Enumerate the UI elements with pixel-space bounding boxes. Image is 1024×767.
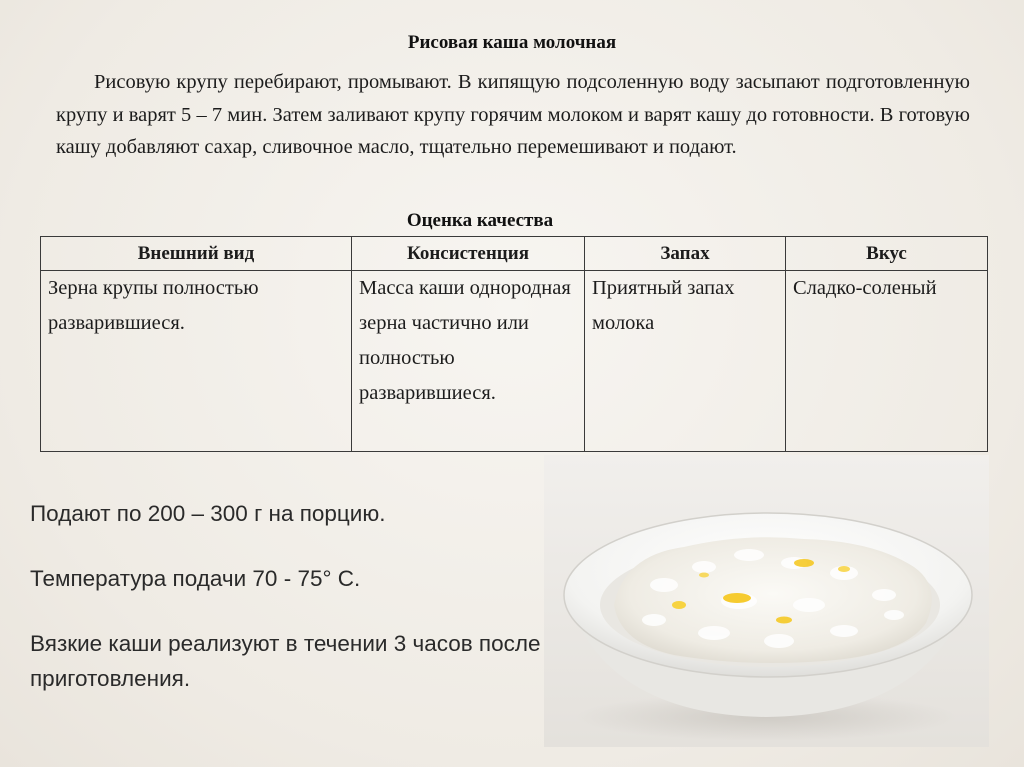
quality-table (40, 236, 988, 452)
header-smell: Запах (585, 237, 786, 271)
note-shelf-life: Вязкие каши реализуют в течении 3 часов после приготовления. (30, 631, 541, 691)
cell-smell: Приятный запах молока (585, 271, 786, 452)
cell-appearance: Зерна крупы полностью разварившиеся. (41, 271, 352, 452)
table-header-row (41, 237, 988, 271)
serving-notes (30, 496, 550, 696)
header-taste: Вкус (786, 237, 988, 271)
recipe-description: Рисовую крупу перебирают, промывают. В кипящую подсоленную воду засыпают подготовленную крупу и варят 5 – 7 мин. Затем заливают крупу горячим молоком и варят кашу до готовности. В готовую кашу добавляют сахар, сливочное масло, тщательно перемешивают и подают. (56, 71, 970, 158)
rice-porridge-photo (544, 455, 989, 747)
header-appearance: Внешний вид (41, 237, 352, 271)
note-temperature: Температура подачи 70 - 75° С. (30, 566, 361, 591)
header-consistency: Консистенция (352, 237, 585, 271)
note-portion: Подают по 200 – 300 г на порцию. (30, 501, 386, 526)
cell-consistency: Масса каши однородная зерна частично или полностью разварившиеся. (352, 271, 585, 452)
cell-taste: Сладко-соленый (786, 271, 988, 452)
recipe-title: Рисовая каша молочная (407, 32, 617, 53)
quality-table-title: Оценка качества (406, 210, 554, 231)
table-row (41, 271, 988, 452)
